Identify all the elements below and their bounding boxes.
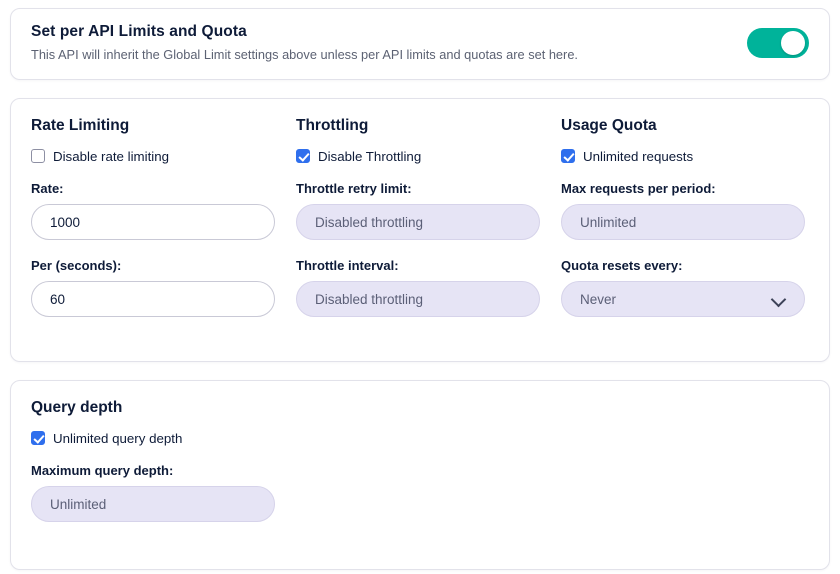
query-depth-card: [10, 380, 830, 570]
throttle-interval-label: Throttle interval:: [296, 258, 399, 274]
rate-input[interactable]: 1000: [31, 204, 275, 240]
per-api-limits-text: [31, 23, 578, 63]
maximum-query-depth-label: Maximum query depth:: [31, 463, 174, 479]
throttle-interval-input: Disabled throttling: [296, 281, 540, 317]
per-api-limits-toggle[interactable]: [747, 28, 809, 58]
unlimited-requests-label: Unlimited requests: [583, 148, 694, 164]
toggle-knob: [781, 31, 805, 55]
disable-throttling-label: Disable Throttling: [318, 148, 422, 164]
rate-limiting-column: [31, 117, 296, 335]
rate-label: Rate:: [31, 181, 64, 197]
unlimited-requests-checkbox[interactable]: [561, 149, 575, 163]
limits-card: [10, 98, 830, 362]
query-depth-title: Query depth: [31, 399, 123, 417]
throttling-column: [296, 117, 561, 335]
disable-rate-limiting-checkbox[interactable]: [31, 149, 45, 163]
per-seconds-label: Per (seconds):: [31, 258, 122, 274]
throttle-retry-limit-label: Throttle retry limit:: [296, 181, 412, 197]
unlimited-query-depth-row[interactable]: [31, 429, 809, 447]
per-api-limits-description: This API will inherit the Global Limit settings above unless per API limits and quotas are set here.: [31, 47, 578, 62]
per-api-limits-card: [10, 8, 830, 80]
disable-rate-limiting-row[interactable]: [31, 147, 296, 165]
maximum-query-depth-input: Unlimited: [31, 486, 275, 522]
quota-resets-label: Quota resets every:: [561, 258, 683, 274]
quota-resets-value: Never: [580, 291, 617, 307]
disable-rate-limiting-label: Disable rate limiting: [53, 148, 170, 164]
per-api-limits-title: Set per API Limits and Quota: [31, 23, 247, 40]
max-requests-input: Unlimited: [561, 204, 805, 240]
throttling-title: Throttling: [296, 117, 369, 135]
disable-throttling-row[interactable]: [296, 147, 561, 165]
unlimited-query-depth-label: Unlimited query depth: [53, 430, 183, 446]
chevron-down-icon: [772, 292, 786, 306]
unlimited-query-depth-checkbox[interactable]: [31, 431, 45, 445]
throttle-retry-limit-input: Disabled throttling: [296, 204, 540, 240]
per-seconds-input[interactable]: 60: [31, 281, 275, 317]
quota-resets-select[interactable]: [561, 281, 805, 317]
disable-throttling-checkbox[interactable]: [296, 149, 310, 163]
unlimited-requests-row[interactable]: [561, 147, 826, 165]
usage-quota-title: Usage Quota: [561, 117, 657, 135]
usage-quota-column: [561, 117, 826, 335]
rate-limiting-title: Rate Limiting: [31, 117, 130, 135]
max-requests-label: Max requests per period:: [561, 181, 716, 197]
